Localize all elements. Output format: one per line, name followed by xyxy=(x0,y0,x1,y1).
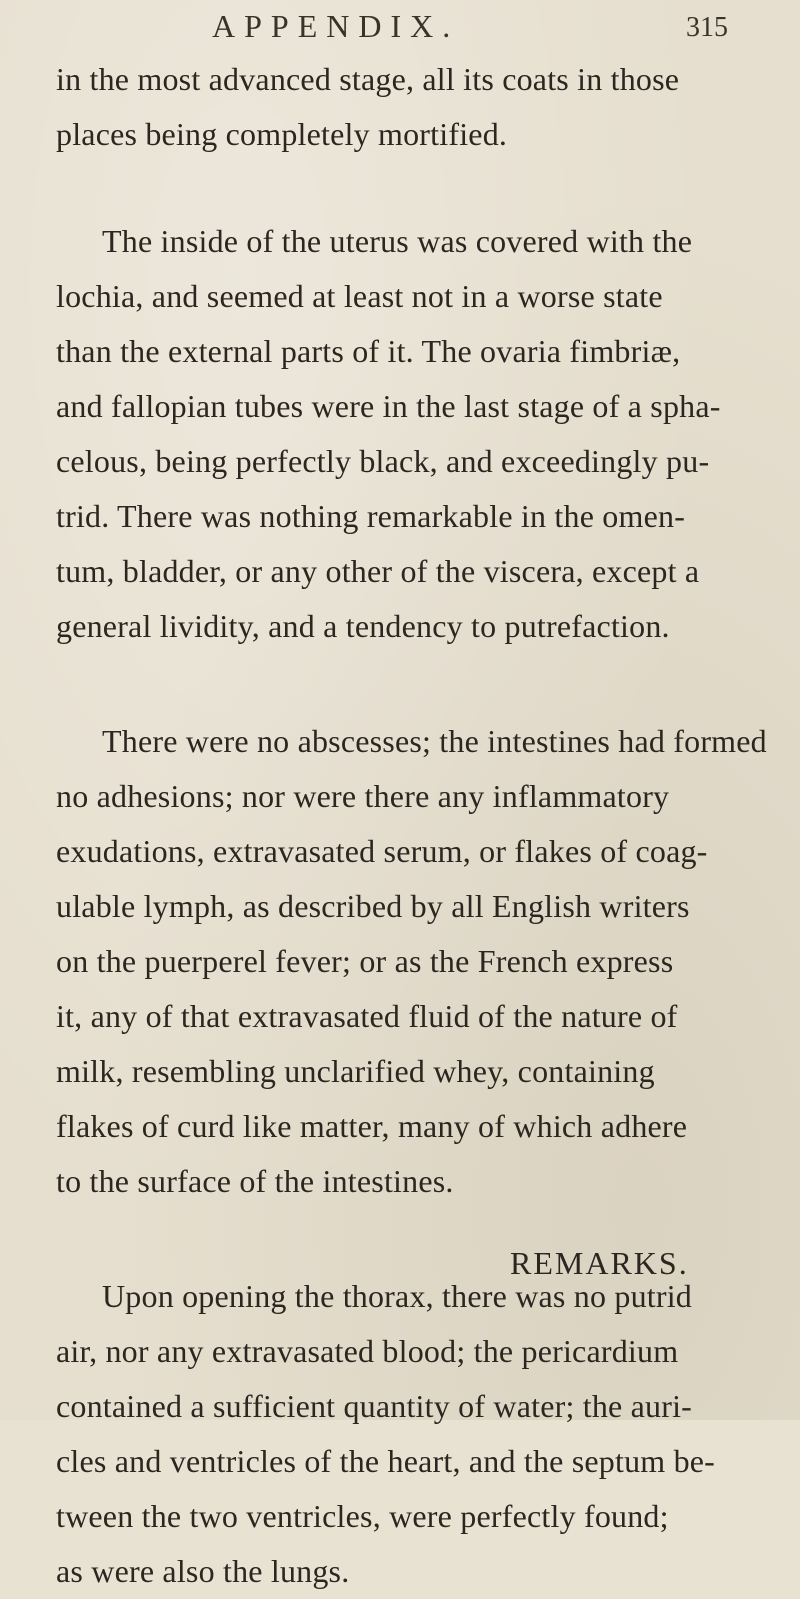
text-line: trid. There was nothing remarkable in the omen- xyxy=(56,498,686,534)
text-line: on the puerperel fever; or as the French express xyxy=(56,943,674,979)
body-text xyxy=(56,52,776,1599)
text-line: no adhesions; nor were there any inflammatory xyxy=(56,778,670,814)
page-number: 315 xyxy=(686,12,728,43)
paragraph xyxy=(56,1269,776,1599)
paragraph xyxy=(56,714,776,1209)
text-line: to the surface of the intestines. xyxy=(56,1163,454,1199)
text-line: lochia, and seemed at least not in a worse state xyxy=(56,278,663,314)
text-line: Upon opening the thorax, there was no putrid xyxy=(102,1278,693,1314)
text-line: tween the two ventricles, were perfectly found; xyxy=(56,1498,669,1534)
text-line: tum, bladder, or any other of the viscera, except a xyxy=(56,553,700,589)
text-line: The inside of the uterus was covered with the xyxy=(102,223,693,259)
text-line: There were no abscesses; the intestines had formed xyxy=(102,723,767,759)
text-line: cles and ventricles of the heart, and the septum be- xyxy=(56,1443,716,1479)
text-line: general lividity, and a tendency to putrefaction. xyxy=(56,608,670,644)
text-line: it, any of that extravasated fluid of the nature of xyxy=(56,998,678,1034)
catchword: REMARKS. xyxy=(510,1245,689,1281)
text-line: in the most advanced stage, all its coats in those xyxy=(56,61,680,97)
paragraph xyxy=(56,214,776,654)
text-line: air, nor any extravasated blood; the pericardium xyxy=(56,1333,679,1369)
text-line: than the external parts of it. The ovaria fimbriæ, xyxy=(56,333,681,369)
text-line: and fallopian tubes were in the last stage of a spha- xyxy=(56,388,721,424)
running-head xyxy=(0,8,800,48)
text-line: contained a sufficient quantity of water; the auri- xyxy=(56,1388,693,1424)
text-line: milk, resembling unclarified whey, containing xyxy=(56,1053,655,1089)
paragraph xyxy=(56,52,776,162)
text-line: celous, being perfectly black, and exceedingly pu- xyxy=(56,443,710,479)
running-head-title: APPENDIX. xyxy=(212,8,460,44)
text-line: ulable lymph, as described by all English writers xyxy=(56,888,690,924)
text-line: places being completely mortified. xyxy=(56,116,508,152)
text-line: exudations, extravasated serum, or flakes of coag- xyxy=(56,833,708,869)
text-line: as were also the lungs. xyxy=(56,1553,350,1589)
text-line: flakes of curd like matter, many of which adhere xyxy=(56,1108,688,1144)
